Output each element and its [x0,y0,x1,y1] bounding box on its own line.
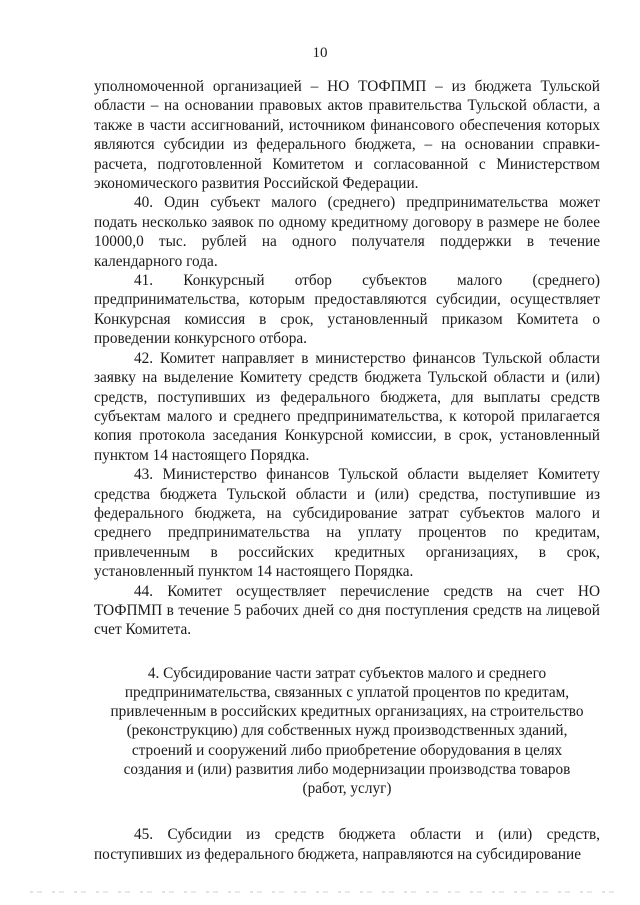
paragraph-41: 41. Конкурсный отбор субъектов малого (среднего) предпринимательства, которым предоставляются субсидии, осуществляет Конкурсная комиссия в срок, установленный приказом Комитета о проведении конкурсного отбора. [94,272,600,348]
page-number: 10 [312,45,328,61]
paragraph-43: 43. Министерство финансов Тульской области выделяет Комитету средства бюджета Тульской области и (или) средства, поступившие из федерального бюджета, на субсидирование затрат субъектов малого и среднего предпринимательства на уплату процентов по кредитам, привлеченным в российских кредитных организациях, в срок, установленный пунктом 14 настоящего Порядка. [94,466,600,581]
paragraph-40: 40. Один субъект малого (среднего) предпринимательства может подать несколько заявок по одному кредитному договору в размере не более 10000,0 тыс. рублей на одного получателя поддержки в течение календарного года. [94,194,600,270]
scan-artifact-line [30,891,620,893]
paragraph-continuation: уполномоченной организацией – НО ТОФПМП – из бюджета Тульской области – на основании правовых актов правительства Тульской области, а также в части ассигнований, источником финансового обеспечения которых являются субсидии из федерального бюджета, – на основании справки-расчета, подготовленной Комитетом и согласованной с Министерством экономического развития Российской Федерации. [94,78,600,193]
paragraph-45: 45. Субсидии из средств бюджета области и (или) средств, поступивших из федерального бюджета, направляются на субсидирование [94,826,600,863]
document-body [94,77,600,864]
paragraph-44: 44. Комитет осуществляет перечисление средств на счет НО ТОФПМП в течение 5 рабочих дней со дня поступления средств на лицевой счет Комитета. [94,582,600,639]
paragraph-42: 42. Комитет направляет в министерство финансов Тульской области заявку на выделение Комитету средств бюджета Тульской области и (или) средств, поступивших из федерального бюджета, для выплаты средств субъектам малого и среднего предпринимательства, к которой прилагается копия протокола заседания Конкурсной комиссии, в срок, установленный пунктом 14 настоящего Порядка. [94,349,600,464]
section-heading: 4. Субсидирование части затрат субъектов малого и среднего предпринимательства, связанных с уплатой процентов по кредитам, привлеченным в российских кредитных организациях, на строительство (реконструкцию) для собственных нужд производственных зданий, строений и сооружений либо приобретение оборудования в целях создания и (или) развития либо модернизации производства товаров (работ, услуг) [110,664,584,797]
